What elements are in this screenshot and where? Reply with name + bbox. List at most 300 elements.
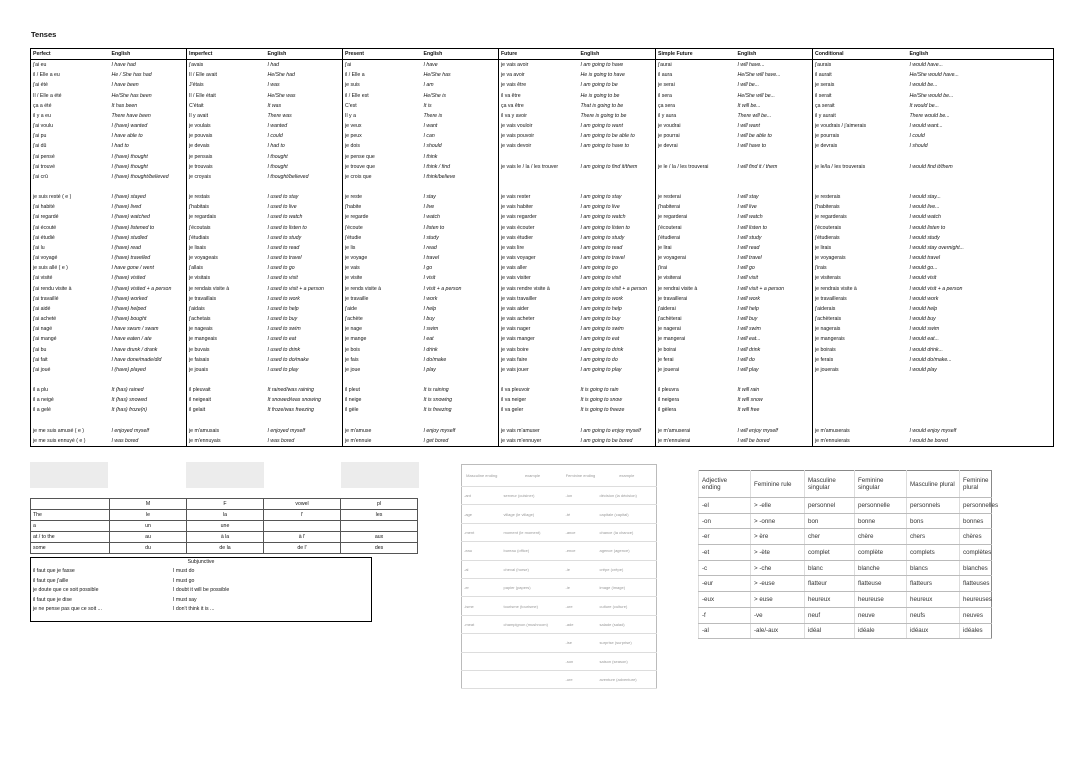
french-cell: Il y avait xyxy=(187,111,266,121)
english-cell: I thought xyxy=(267,153,288,160)
french-cell: je vais le / la / les trouver xyxy=(499,162,579,172)
english-cell: I visit xyxy=(423,275,436,282)
english-cell: It rained/was raining xyxy=(267,387,314,394)
grey-box xyxy=(186,462,264,488)
english-cell: I watch xyxy=(423,214,440,221)
english-cell: I (have) visited + a person xyxy=(111,285,172,292)
french-cell: j'ai aidé xyxy=(31,304,110,314)
english-cell: I was xyxy=(267,82,280,89)
noun-endings-cell: village (le village) xyxy=(502,505,564,523)
tenses-row xyxy=(31,273,1054,283)
subjunctive-french: il faut que je fasse xyxy=(33,568,75,574)
articles-cell: la xyxy=(187,510,264,521)
english-cell xyxy=(266,416,343,426)
english-cell: I will do xyxy=(737,356,755,363)
french-cell xyxy=(813,405,908,415)
tenses-row xyxy=(31,294,1054,304)
french-cell: je peux xyxy=(343,131,422,141)
adjective-cell: neufs xyxy=(907,607,960,623)
french-cell xyxy=(31,375,110,385)
french-cell: je jouerai xyxy=(656,365,736,375)
english-cell: I used to study xyxy=(267,234,302,241)
english-cell: I would stay... xyxy=(908,192,1054,202)
french-cell: je bois xyxy=(343,345,422,355)
english-cell: I (have) thought xyxy=(111,163,148,170)
french-cell: je nage xyxy=(343,324,422,334)
noun-endings-cell: -ure xyxy=(564,670,598,688)
english-cell: It is xyxy=(423,102,432,109)
french-cell: il va y avoir xyxy=(499,111,579,121)
articles-cell: du xyxy=(110,543,187,554)
english-cell: I used to read xyxy=(267,244,300,251)
adjective-cell: flatteuses xyxy=(960,576,992,592)
adjective-cell: > euse xyxy=(751,592,805,608)
french-cell: je regardais xyxy=(187,212,266,222)
english-cell: I (have) visited xyxy=(111,275,146,282)
french-cell: je vais travailler xyxy=(499,294,579,304)
english-cell: I would have... xyxy=(908,60,1054,71)
english-cell: I would eat... xyxy=(908,334,1054,344)
english-cell: It is snowing xyxy=(423,397,453,404)
english-cell: It (has) froze(n) xyxy=(111,407,147,414)
french-cell: je visiterais xyxy=(813,273,908,283)
french-cell: j'ai xyxy=(343,60,422,71)
french-cell: je mangerai xyxy=(656,334,736,344)
french-cell xyxy=(499,172,579,182)
tenses-row xyxy=(31,60,1054,71)
french-cell: je devrais xyxy=(813,141,908,151)
noun-endings-cell: saison (season) xyxy=(598,652,657,670)
noun-endings-row xyxy=(462,505,657,523)
french-cell: Il / Elle avait xyxy=(187,70,266,80)
articles-row xyxy=(31,510,418,521)
french-cell: je joue xyxy=(343,365,422,375)
french-cell: je le/la / les trouverais xyxy=(813,162,908,172)
english-cell: I have swum / swam xyxy=(111,326,159,333)
french-cell: je vais manger xyxy=(499,334,579,344)
articles-cell: de la xyxy=(187,543,264,554)
adjective-cell: neuf xyxy=(805,607,855,623)
english-cell: I would buy xyxy=(908,314,1054,324)
english-cell: I am going to go xyxy=(580,265,618,272)
noun-endings-row xyxy=(462,615,657,633)
articles-row xyxy=(31,543,418,554)
english-cell: I used to help xyxy=(267,305,299,312)
tenses-column-header: Perfect xyxy=(31,49,110,60)
french-cell: il / Elle a xyxy=(343,70,422,80)
french-cell: j'avais xyxy=(187,60,266,71)
french-cell: je mangeais xyxy=(187,334,266,344)
subjunctive-row xyxy=(31,577,371,587)
english-cell: I would drink... xyxy=(908,345,1054,355)
noun-endings-cell: -ise xyxy=(564,634,598,652)
tenses-column-header: English xyxy=(266,49,343,60)
english-cell: I (have) worked xyxy=(111,295,148,302)
english-cell: It (has) snowed xyxy=(111,397,147,404)
french-cell xyxy=(813,416,908,426)
french-cell: j'ai visité xyxy=(31,273,110,283)
english-cell xyxy=(736,182,813,192)
adjective-cell: idéaux xyxy=(907,623,960,639)
french-cell: je visitais xyxy=(187,273,266,283)
french-cell: je restais xyxy=(187,192,266,202)
french-cell xyxy=(813,375,908,385)
english-cell: I will listen to xyxy=(737,224,767,231)
french-cell: il / Elle est xyxy=(343,91,422,101)
french-cell: il va être xyxy=(499,91,579,101)
adjective-cell: Masculine plural xyxy=(907,471,960,498)
tenses-row xyxy=(31,263,1054,273)
french-cell: Il / Elle a été xyxy=(31,91,110,101)
french-cell xyxy=(656,416,736,426)
noun-endings-cell xyxy=(502,634,564,652)
english-cell xyxy=(422,375,499,385)
noun-endings-cell: Masculine ending xyxy=(462,465,502,487)
french-cell: j'écoute xyxy=(343,223,422,233)
french-cell: je rendrai visite à xyxy=(656,284,736,294)
french-cell: je ferais xyxy=(813,355,908,365)
noun-endings-row xyxy=(462,542,657,560)
adjective-cell: complets xyxy=(907,545,960,561)
noun-endings-cell: -ance xyxy=(564,523,598,541)
french-cell: j'étudiais xyxy=(187,233,266,243)
french-cell: Il / Elle était xyxy=(187,91,266,101)
english-cell: I think / find xyxy=(423,163,451,170)
english-cell xyxy=(266,375,343,385)
french-cell: ça va être xyxy=(499,101,579,111)
english-cell: I would go... xyxy=(908,263,1054,273)
french-cell: je resterai xyxy=(656,192,736,202)
adjective-row xyxy=(699,607,992,623)
adjective-cell: -el xyxy=(699,498,751,514)
french-cell: je vais acheter xyxy=(499,314,579,324)
adjective-cell: -ve xyxy=(751,607,805,623)
adjective-cell: flatteuse xyxy=(855,576,907,592)
tenses-row xyxy=(31,111,1054,121)
english-cell: It is raining xyxy=(423,387,449,394)
french-cell: j'ai nagé xyxy=(31,324,110,334)
adjective-cell: neuve xyxy=(855,607,907,623)
french-cell: j'ai crû xyxy=(31,172,110,182)
grey-box xyxy=(30,462,108,488)
subjunctive-english: I must say xyxy=(173,596,197,603)
adjective-cell: Feminine singular xyxy=(855,471,907,498)
noun-endings-cell: -ure xyxy=(564,597,598,615)
english-cell: I thought/believed xyxy=(267,173,309,180)
french-cell: j'aurais xyxy=(813,60,908,71)
french-cell: j'ai lu xyxy=(31,243,110,253)
english-cell: I should xyxy=(423,143,442,150)
noun-endings-cell: -son xyxy=(564,652,598,670)
french-cell: il va pleuvoir xyxy=(499,385,579,395)
french-cell: je vais écouter xyxy=(499,223,579,233)
english-cell: I am going to do xyxy=(580,356,618,363)
french-cell: je vais être xyxy=(499,80,579,90)
english-cell: It would be... xyxy=(908,101,1054,111)
english-cell: I am going to buy xyxy=(580,316,621,323)
english-cell: I work xyxy=(423,295,438,302)
english-cell: I visit + a person xyxy=(423,285,462,292)
english-cell: It is freezing xyxy=(423,407,452,414)
french-cell: je rendais visite à xyxy=(187,284,266,294)
noun-endings-row xyxy=(462,578,657,596)
french-cell: je regarderais xyxy=(813,212,908,222)
english-cell: It has been xyxy=(111,102,138,109)
english-cell: I thought xyxy=(267,163,288,170)
english-cell: I (have) helped xyxy=(111,305,147,312)
english-cell: I am going to find it/them xyxy=(580,163,638,170)
french-cell: je m'ennuyais xyxy=(187,436,266,447)
french-cell: je nagerai xyxy=(656,324,736,334)
noun-endings-cell: capitale (capital) xyxy=(598,505,657,523)
noun-endings-cell: culture (culture) xyxy=(598,597,657,615)
english-cell: I am going to play xyxy=(580,366,622,373)
french-cell xyxy=(656,182,736,192)
english-cell: I used to travel xyxy=(267,255,302,262)
tenses-row xyxy=(31,121,1054,131)
french-cell: j'écoutais xyxy=(187,223,266,233)
english-cell: I will swim xyxy=(737,326,761,333)
french-cell: je jouais xyxy=(187,365,266,375)
adjective-cell: > -ète xyxy=(751,545,805,561)
french-cell: je rendrais visite à xyxy=(813,284,908,294)
articles-cell: some xyxy=(31,543,110,554)
english-cell: I read xyxy=(423,244,437,251)
english-cell: I enjoyed myself xyxy=(111,427,149,434)
french-cell: je serai xyxy=(656,80,736,90)
adjective-cell: blanche xyxy=(855,560,907,576)
tenses-column-header: Imperfect xyxy=(187,49,266,60)
english-cell xyxy=(110,375,187,385)
english-cell: I will stay xyxy=(737,194,759,201)
adjective-cell: > -onne xyxy=(751,513,805,529)
noun-endings-cell: -té xyxy=(564,505,598,523)
english-cell xyxy=(110,182,187,192)
french-cell: je veux xyxy=(343,121,422,131)
french-cell: je voulais xyxy=(187,121,266,131)
english-cell xyxy=(736,416,813,426)
english-cell: He/She will be... xyxy=(737,92,775,99)
english-cell: I would stay overnight... xyxy=(908,243,1054,253)
subjunctive-english: I must do xyxy=(173,568,195,574)
english-cell: I (have) travelled xyxy=(111,255,151,262)
english-cell: I will buy xyxy=(737,316,758,323)
english-cell: It was xyxy=(267,102,282,109)
english-cell: I should xyxy=(908,141,1054,151)
french-cell: C'était xyxy=(187,101,266,111)
french-cell: j'ai trouvé xyxy=(31,162,110,172)
english-cell: I have had xyxy=(111,62,136,69)
articles-cell: de l' xyxy=(264,543,341,554)
french-cell: il y aura xyxy=(656,111,736,121)
french-cell xyxy=(499,182,579,192)
french-cell: je suis xyxy=(343,80,422,90)
adjective-cell: > ère xyxy=(751,529,805,545)
english-cell: I am going to be able to xyxy=(580,133,635,140)
english-cell: I do/make xyxy=(423,356,447,363)
tenses-column-header: Present xyxy=(343,49,422,60)
tenses-row xyxy=(31,223,1054,233)
subjunctive-english: I doubt it will be possible xyxy=(173,587,230,593)
french-cell: je m'ennuierais xyxy=(813,436,908,447)
adjective-cell: -f xyxy=(699,607,751,623)
french-cell: il neigera xyxy=(656,395,736,405)
french-cell: je vais boire xyxy=(499,345,579,355)
english-cell: I (have) played xyxy=(111,366,146,373)
noun-endings-cell: -age xyxy=(462,505,502,523)
tenses-column-header: Simple Future xyxy=(656,49,736,60)
french-cell: je rends visite à xyxy=(343,284,422,294)
articles-cell: des xyxy=(341,543,418,554)
english-cell: I used to watch xyxy=(267,214,303,221)
french-cell: je travaillerais xyxy=(813,294,908,304)
subjunctive-french: je ne pense pas que ce soit ... xyxy=(33,606,102,612)
noun-endings-cell: image (image) xyxy=(598,578,657,596)
tenses-row xyxy=(31,172,1054,182)
french-cell: je dois xyxy=(343,141,422,151)
english-cell: I used to do/make xyxy=(267,356,309,363)
subjunctive-french: il faut que je dise xyxy=(33,596,72,603)
french-cell: je vais xyxy=(343,263,422,273)
french-cell: ça a été xyxy=(31,101,110,111)
articles-cell xyxy=(31,499,110,510)
french-cell: je visite xyxy=(343,273,422,283)
noun-endings-row xyxy=(462,487,657,505)
noun-endings-cell: serveur (cuisiner) xyxy=(502,487,564,505)
adjective-cell: cher xyxy=(805,529,855,545)
english-cell: I (have) wanted xyxy=(111,123,148,130)
adjective-cell: complet xyxy=(805,545,855,561)
french-cell: j'irais xyxy=(813,263,908,273)
french-cell: je vais regarder xyxy=(499,212,579,222)
french-cell: je lis xyxy=(343,243,422,253)
french-cell: je suis resté ( e ) xyxy=(31,192,110,202)
french-cell: il gèlera xyxy=(656,405,736,415)
french-cell xyxy=(656,172,736,182)
tenses-column-header: Future xyxy=(499,49,579,60)
noun-endings-cell: crêpe (crêpe) xyxy=(598,560,657,578)
french-cell: il a gelé xyxy=(31,405,110,415)
english-cell: There would be... xyxy=(908,111,1054,121)
english-cell: I would study xyxy=(908,233,1054,243)
french-cell: je vais faire xyxy=(499,355,579,365)
articles-cell: F xyxy=(187,499,264,510)
noun-endings-cell xyxy=(462,670,502,688)
french-cell: j'ai voulu xyxy=(31,121,110,131)
english-cell: I have xyxy=(423,62,438,69)
noun-endings-cell: papier (papers) xyxy=(502,578,564,596)
french-cell: j'ai joué xyxy=(31,365,110,375)
tenses-row xyxy=(31,131,1054,141)
articles-cell xyxy=(264,521,341,532)
noun-endings-cell: -ment xyxy=(462,523,502,541)
french-cell: je vais avoir xyxy=(499,60,579,71)
french-cell: je travaille xyxy=(343,294,422,304)
french-cell: il va neiger xyxy=(499,395,579,405)
adjective-row xyxy=(699,529,992,545)
french-cell xyxy=(343,182,422,192)
english-cell xyxy=(266,182,343,192)
tenses-row xyxy=(31,162,1054,172)
noun-endings-row xyxy=(462,560,657,578)
english-cell: It snowed/was snowing xyxy=(267,397,321,404)
adjective-cell: idéale xyxy=(855,623,907,639)
french-cell: je resterais xyxy=(813,192,908,202)
english-cell: There is xyxy=(423,112,443,119)
french-cell xyxy=(187,375,266,385)
adjective-cell: -er xyxy=(699,529,751,545)
subjunctive-french: je doute que ce soit possible xyxy=(33,587,99,593)
adjective-cell: complète xyxy=(855,545,907,561)
articles-cell: à la xyxy=(187,532,264,543)
english-cell xyxy=(736,172,813,182)
noun-endings-header-row xyxy=(462,465,657,487)
english-cell xyxy=(908,182,1054,192)
english-cell: He/She has xyxy=(423,72,451,79)
french-cell: je m'amuse xyxy=(343,426,422,436)
french-cell: j'ai voyagé xyxy=(31,253,110,263)
english-cell: I (have) lived xyxy=(111,204,142,211)
french-cell: je le / la / les trouverai xyxy=(656,162,736,172)
english-cell: I enjoy myself xyxy=(423,427,456,434)
french-cell: il y a eu xyxy=(31,111,110,121)
adjective-cell: personnels xyxy=(907,498,960,514)
english-cell: I was bored xyxy=(110,436,187,447)
english-cell: I am going to have to xyxy=(580,143,629,150)
english-cell: I would find it/them xyxy=(908,162,1054,172)
french-cell: je vais aller xyxy=(499,263,579,273)
french-cell: il aurait xyxy=(813,70,908,80)
adjective-cell: blanc xyxy=(805,560,855,576)
french-cell: je lirais xyxy=(813,243,908,253)
english-cell: I study xyxy=(423,234,439,241)
noun-endings-cell xyxy=(502,652,564,670)
french-cell: je m'amuserais xyxy=(813,426,908,436)
tenses-row xyxy=(31,141,1054,151)
french-cell: je pourrai xyxy=(656,131,736,141)
english-cell: I live xyxy=(423,204,435,211)
french-cell: il / Elle a eu xyxy=(31,70,110,80)
french-cell: je visiterai xyxy=(656,273,736,283)
french-cell: je pourrais xyxy=(813,131,908,141)
tenses-row xyxy=(31,426,1054,436)
english-cell: I can xyxy=(423,133,435,140)
noun-endings-cell: -meat xyxy=(462,615,502,633)
french-cell: je vais nager xyxy=(499,324,579,334)
noun-endings-cell xyxy=(462,634,502,652)
subjunctive-english: I don't think it is ... xyxy=(173,606,215,612)
french-cell: je regarde xyxy=(343,212,422,222)
english-cell: I (have) listened to xyxy=(111,224,155,231)
subjunctive-row xyxy=(31,567,371,577)
subjunctive-english: I must go xyxy=(173,577,195,584)
articles-cell: M xyxy=(110,499,187,510)
french-cell: je me suis amusé ( e ) xyxy=(31,426,110,436)
french-cell: j'ai regardé xyxy=(31,212,110,222)
adjective-cell: heureux xyxy=(805,592,855,608)
english-cell: I am going to be xyxy=(580,82,618,89)
french-cell: je crois que xyxy=(343,172,422,182)
noun-endings-cell: -ion xyxy=(564,487,598,505)
english-cell: I would be bored xyxy=(908,436,1054,447)
french-cell xyxy=(499,152,579,162)
english-cell: I would work xyxy=(908,294,1054,304)
subjunctive-heading: Subjunctive xyxy=(187,559,215,565)
english-cell: I used to visit xyxy=(267,275,298,282)
adjective-cell: > -elle xyxy=(751,498,805,514)
tenses-row xyxy=(31,314,1054,324)
adjective-cell: -on xyxy=(699,513,751,529)
